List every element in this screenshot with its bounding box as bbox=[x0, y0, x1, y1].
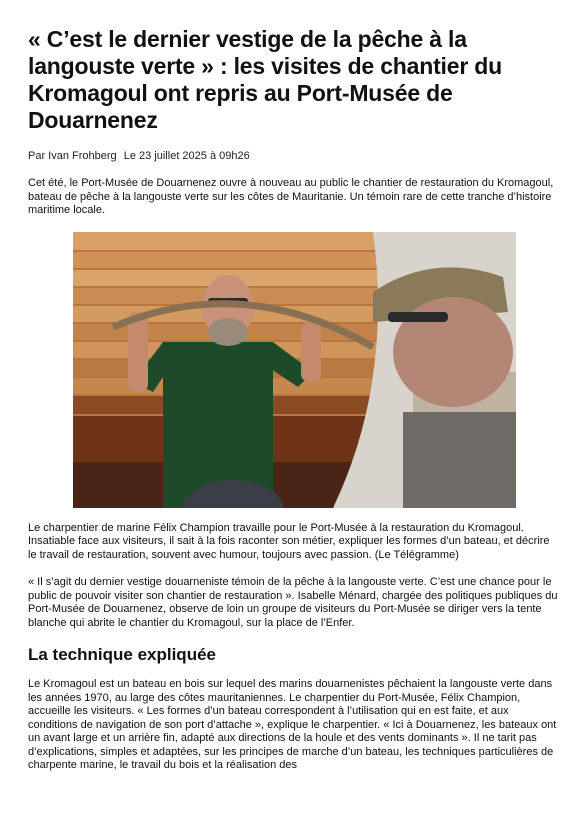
publish-date: Le 23 juillet 2025 à 09h26 bbox=[123, 150, 250, 162]
article bbox=[28, 26, 558, 773]
quote-paragraph: « Il s’agit du dernier vestige douarneniste témoin de la pêche à la langouste verte. C’est une chance pour le public de pouvoir visiter son chantier de restauration ». Isabelle Ménard, chargée des politiques publiques du Port-Musée de Douarnenez, observe de loin un groupe de visiteurs du Port-Musée se diriger vers la tente blanche qui abrite le chantier du Kromagoul, sur la place de l’Enfer. bbox=[28, 576, 558, 629]
photo-caption: Le charpentier de marine Félix Champion travaille pour le Port-Musée à la restauration du Kromagoul. Insatiable face aux visiteurs, il sait à la fois raconter son métier, expliquer les formes d’un bateau, et décrire le travail de restauration, souvent avec humour, toujours avec passion. (Le Télégramme) bbox=[28, 521, 550, 561]
technique-paragraph: Le Kromagoul est un bateau en bois sur lequel des marins douarnenistes pêchaient la langouste verte dans les années 1970, au large des côtes mauritaniennes. Le charpentier du Port-Musée, Félix Champion, accueille les visiteurs. « Les formes d’un bateau correspondent à l’utilisation qui en est faite, et aux conditions de navigation de son port d’attache », explique le charpentier. « Ici à Douarnenez, les bateaux ont un avant large et un arrière fin, adapté aux directions de la houle et des vents dominants ». Il ne tarit pas d’explications, simples et adaptées, sur les principes de marche d’un bateau, les techniques particulières de charpente marine, le travail du bois et la réalisation des bbox=[28, 678, 557, 771]
photo-illustration bbox=[73, 232, 516, 508]
author: Par Ivan Frohberg bbox=[28, 150, 117, 162]
subheading: La technique expliquée bbox=[28, 645, 216, 664]
article-title: « C’est le dernier vestige de la pêche à la langouste verte » : les visites de chantier du Kromagoul ont repris au Port-Musée de Douarnenez bbox=[28, 26, 502, 133]
lede-paragraph: Cet été, le Port-Musée de Douarnenez ouvre à nouveau au public le chantier de restauration du Kromagoul, bateau de pêche à la langouste verte sur les côtes de Mauritanie. Un témoin rare de cette tranche d’histoire maritime locale. bbox=[28, 177, 554, 216]
byline bbox=[28, 149, 558, 163]
article-photo bbox=[73, 232, 516, 508]
